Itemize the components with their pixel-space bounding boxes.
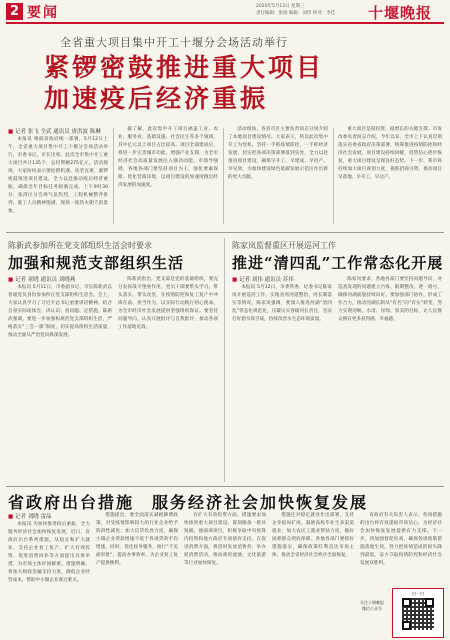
bottom-text-4: 措施还对稳定就业作出部署，支持企业稳岗扩岗，鼓励高校毕业生多渠道就业，加大农民工就业帮扶力度，做好困难群众兜底保障。各地各部门要抓好措施落实，确保政策红利直达市场主体，推动全省经济社会秩序全面恢复。 xyxy=(272,513,354,558)
story-divider xyxy=(224,238,225,482)
right-text-2: 陈家岚要求，各地各部门要坚持问题导向，对巡查发现的问题建立台账、限期整改、逐一销号，确保河湖面貌持续向好。要加强部门协作，形成工作合力，推动河湖长制从“有名”向“有实”转变，努力实现河畅、水清、岸绿、景美的目标，让人民群众拥有更多获得感、幸福感。 xyxy=(338,277,442,322)
lead-byline: ■ 记者 张飞 全武 通讯员 唐洪波 陈琳 xyxy=(8,129,101,135)
column-divider xyxy=(113,128,114,224)
bottom-column-3 xyxy=(184,512,266,635)
section-title: 要闻 xyxy=(27,5,59,21)
lead-headline-line2: 加速疫后经济重振 xyxy=(44,84,269,113)
bottom-column-2 xyxy=(96,512,178,635)
section-divider xyxy=(6,232,444,233)
qr-caption-line3: 微信公众号 xyxy=(362,605,382,611)
bottom-text-1: 本报讯 为加快推进疫后重振，全力服务经济社会加快恢复发展，近日，省政府出台系列措施，从稳定和扩大就业、支持企业复工复产、扩大有效投资、促进消费回补等方面提出具体举措，为市场主体纾困解难。措施明确，将加大财政金融支持力度，降低企业经营成本，帮助中小微企业渡过难关。 xyxy=(8,522,90,583)
left-story-kicker: 陈新武参加所在党支部组织生活会时要求 xyxy=(8,241,152,250)
bottom-column-5 xyxy=(360,512,442,582)
right-story-headline: 推进“清四乱”工作常态化开展 xyxy=(232,254,444,272)
bottom-column-1 xyxy=(8,521,90,635)
right-text-1: 本报讯 5月12日，市委常委、纪委书记陈家岚开展巡河工作，实地查看河道整治、河长制落实等情况。陈家岚强调，要深入推进河湖“清四乱”常态化规范化，压紧压实各级河长责任，坚决打好碧水保卫战，持续改善水生态环境质量。 xyxy=(232,285,332,322)
bottom-text-2: 措施提出，要全面落实减税降费政策，对受疫情影响较大的行业企业给予阶段性减免；加大信贷投放力度，确保小微企业贷款增速不低于各项贷款平均增速。同时，优化政务服务，推行“不见面审批”，提高办事效率，为企业复工复产提供便利。 xyxy=(96,513,178,566)
left-byline-text: 记者 童晓 通讯员 刘晓燕 xyxy=(14,277,76,283)
qr-caption xyxy=(395,591,441,597)
bottom-text-5: 省政府有关负责人表示，各项措施的出台将有效提振市场信心，为经济社会加快恢复发展提供有力支撑。下一步，将加强督促检查，确保各项政策措施落地生效，努力把疫情造成的损失降到最低，奋力夺取疫情防控和经济社会发展双胜利。 xyxy=(360,513,442,566)
bottom-story-byline: ■ 记者 刘晓 雷晶 xyxy=(8,514,52,520)
lead-column-4 xyxy=(338,126,442,224)
lead-text-1: 本报讯 根据省政府统一部署，5月12日上午，全省重大项目集中开工十堰分会场活动举行，市委书记、市长出席。此次全市集中开工重大项目共计135个，总投资额275亿元。活动现场，大家纷纷表示要抢抓机遇、攻坚克难，紧锣密鼓推进项目建设，全力以赴推动疫后经济重振，确保全年目标任务圆满完成。上午9时30分，张湾区分会场气氛热烈，工程机械整齐排列，施工人员精神饱满，现场一派热火朝天的景象。 xyxy=(8,137,108,214)
lead-byline-text: 记者 张飞 全武 通讯员 唐洪波 陈琳 xyxy=(14,129,101,135)
qr-code-icon xyxy=(402,598,434,630)
bottom-story-headline: 省政府出台措施 服务经济社会加快恢复发展 xyxy=(8,493,369,512)
lead-text-2: 据了解，此次集中开工项目涵盖工业、农业、服务业、基础设施、社会民生等多个领域，其中亿元以上项目占比较高。项目全部建成后，将进一步完善城市功能，增强产业支撑，为全市经济社会高质量发展注入强劲动能。市领导强调，各地各部门要坚持项目为王，强化要素保障，优化营商环境，以项目建设的加速度跑出经济发展的加速度。 xyxy=(118,127,218,188)
page-meta xyxy=(256,4,366,17)
lead-column-1 xyxy=(8,136,108,224)
lead-column-2 xyxy=(118,126,218,224)
column-divider xyxy=(333,128,334,224)
lead-text-4: 重大项目是稳投资、稳增长的关键支撑。市发改委负责同志介绍，今年以来，全市上下认真贯彻落实省委省政府决策部署，统筹推进疫情防控和经济社会发展，项目建设持续回暖，投资信心逐步恢复，重大项目建设呈现良好态势。下一步，我市将持续加大项目谋划力度，狠抓招商引资，推动项目早落地、早开工、早达产。 xyxy=(338,127,442,180)
left-text-1: 本报讯 5月11日，市委副书记、市长陈新武以普通党员身份参加所在党支部组织生活会。会上，大家认真学习了习近平总书记重要讲话精神，结合自身实际谈体会、讲认识、查问题、定措施。陈新武强调，要进一步加强和规范党支部组织生活，严格落实“三会一课”制度，切实提高组织生活质量，推动全面从严治党向纵深发展。 xyxy=(8,285,112,338)
bottom-text-3: 在扩大有效投资方面，措施要求加快推进重大项目建设，谋划储备一批补短板、强弱项项目，积极争取中央预算内投资和地方政府专项债券支持。在促进消费方面，将适时发放消费券，举办促消费活动，推动商贸流通、文化旅游等行业加快恢复。 xyxy=(184,513,266,566)
right-byline-text: 记者 刘伟 通讯员 苏伟 xyxy=(238,277,294,283)
left-story-byline: ■ 记者 童晓 通讯员 刘晓燕 xyxy=(8,277,76,283)
page-number-badge: 2 xyxy=(6,3,23,20)
page-editors: 责任编辑：张扬 编辑：刘伟 校对：李佳 xyxy=(256,10,336,16)
right-story-column-1 xyxy=(232,284,332,480)
column-divider xyxy=(223,128,224,224)
lead-kicker: 全省重大项目集中开工十堰分会场活动举行 xyxy=(60,36,288,49)
right-story-kicker: 陈家岚监督重区开展巡河工作 xyxy=(232,241,336,250)
right-story-byline: ■ 记者 刘伟 通讯员 苏伟 xyxy=(232,277,294,283)
qr-caption-line1: 扫一扫 xyxy=(412,591,424,596)
lead-column-3 xyxy=(228,126,328,224)
newspaper-logo: 十堰晚报 xyxy=(368,4,433,22)
bottom-byline-text: 记者 刘晓 雷晶 xyxy=(14,514,52,520)
section-divider xyxy=(6,486,444,487)
lead-text-3: 活动现场，各县市区主要负责同志分别介绍了本地项目建设情况。大家表示，将以此次集中开工为契机，坚持一手抓疫情防控、一手抓经济发展，切实把各项决策部署落到实处，全力以赴推进项目建设，确保早开工、早建成、早投产、早见效，为加快建设绿色低碳发展示范区作出新的更大贡献。 xyxy=(228,127,328,180)
left-story-column-2 xyxy=(118,276,218,480)
left-story-column-1 xyxy=(8,284,112,480)
left-story-headline: 加强和规范支部组织生活 xyxy=(8,254,185,272)
qr-side-caption xyxy=(354,600,390,611)
lead-headline xyxy=(44,52,324,114)
qr-caption-line2: 关注十堰晚报 xyxy=(360,600,384,605)
page-date: 2020年5月13日 星期三 xyxy=(256,4,305,9)
header-rule xyxy=(6,22,444,24)
bottom-column-4 xyxy=(272,512,354,635)
right-story-column-2 xyxy=(338,276,442,480)
qr-code-block[interactable] xyxy=(392,588,444,638)
left-text-2: 陈新武指出，党支部是党的基础组织，要充分发挥战斗堡垒作用。党员干部要带头学习、带头落实、带头攻坚，在疫情防控和复工复产中冲锋在前、担当作为，以实际行动践行初心使命，为全市经济社会发展提供坚强组织保证。要坚持问题导向，认真开展批评与自我批评，推动各项工作落地见效。 xyxy=(118,277,218,330)
lead-headline-line1: 紧锣密鼓推进重大项目 xyxy=(44,53,325,82)
